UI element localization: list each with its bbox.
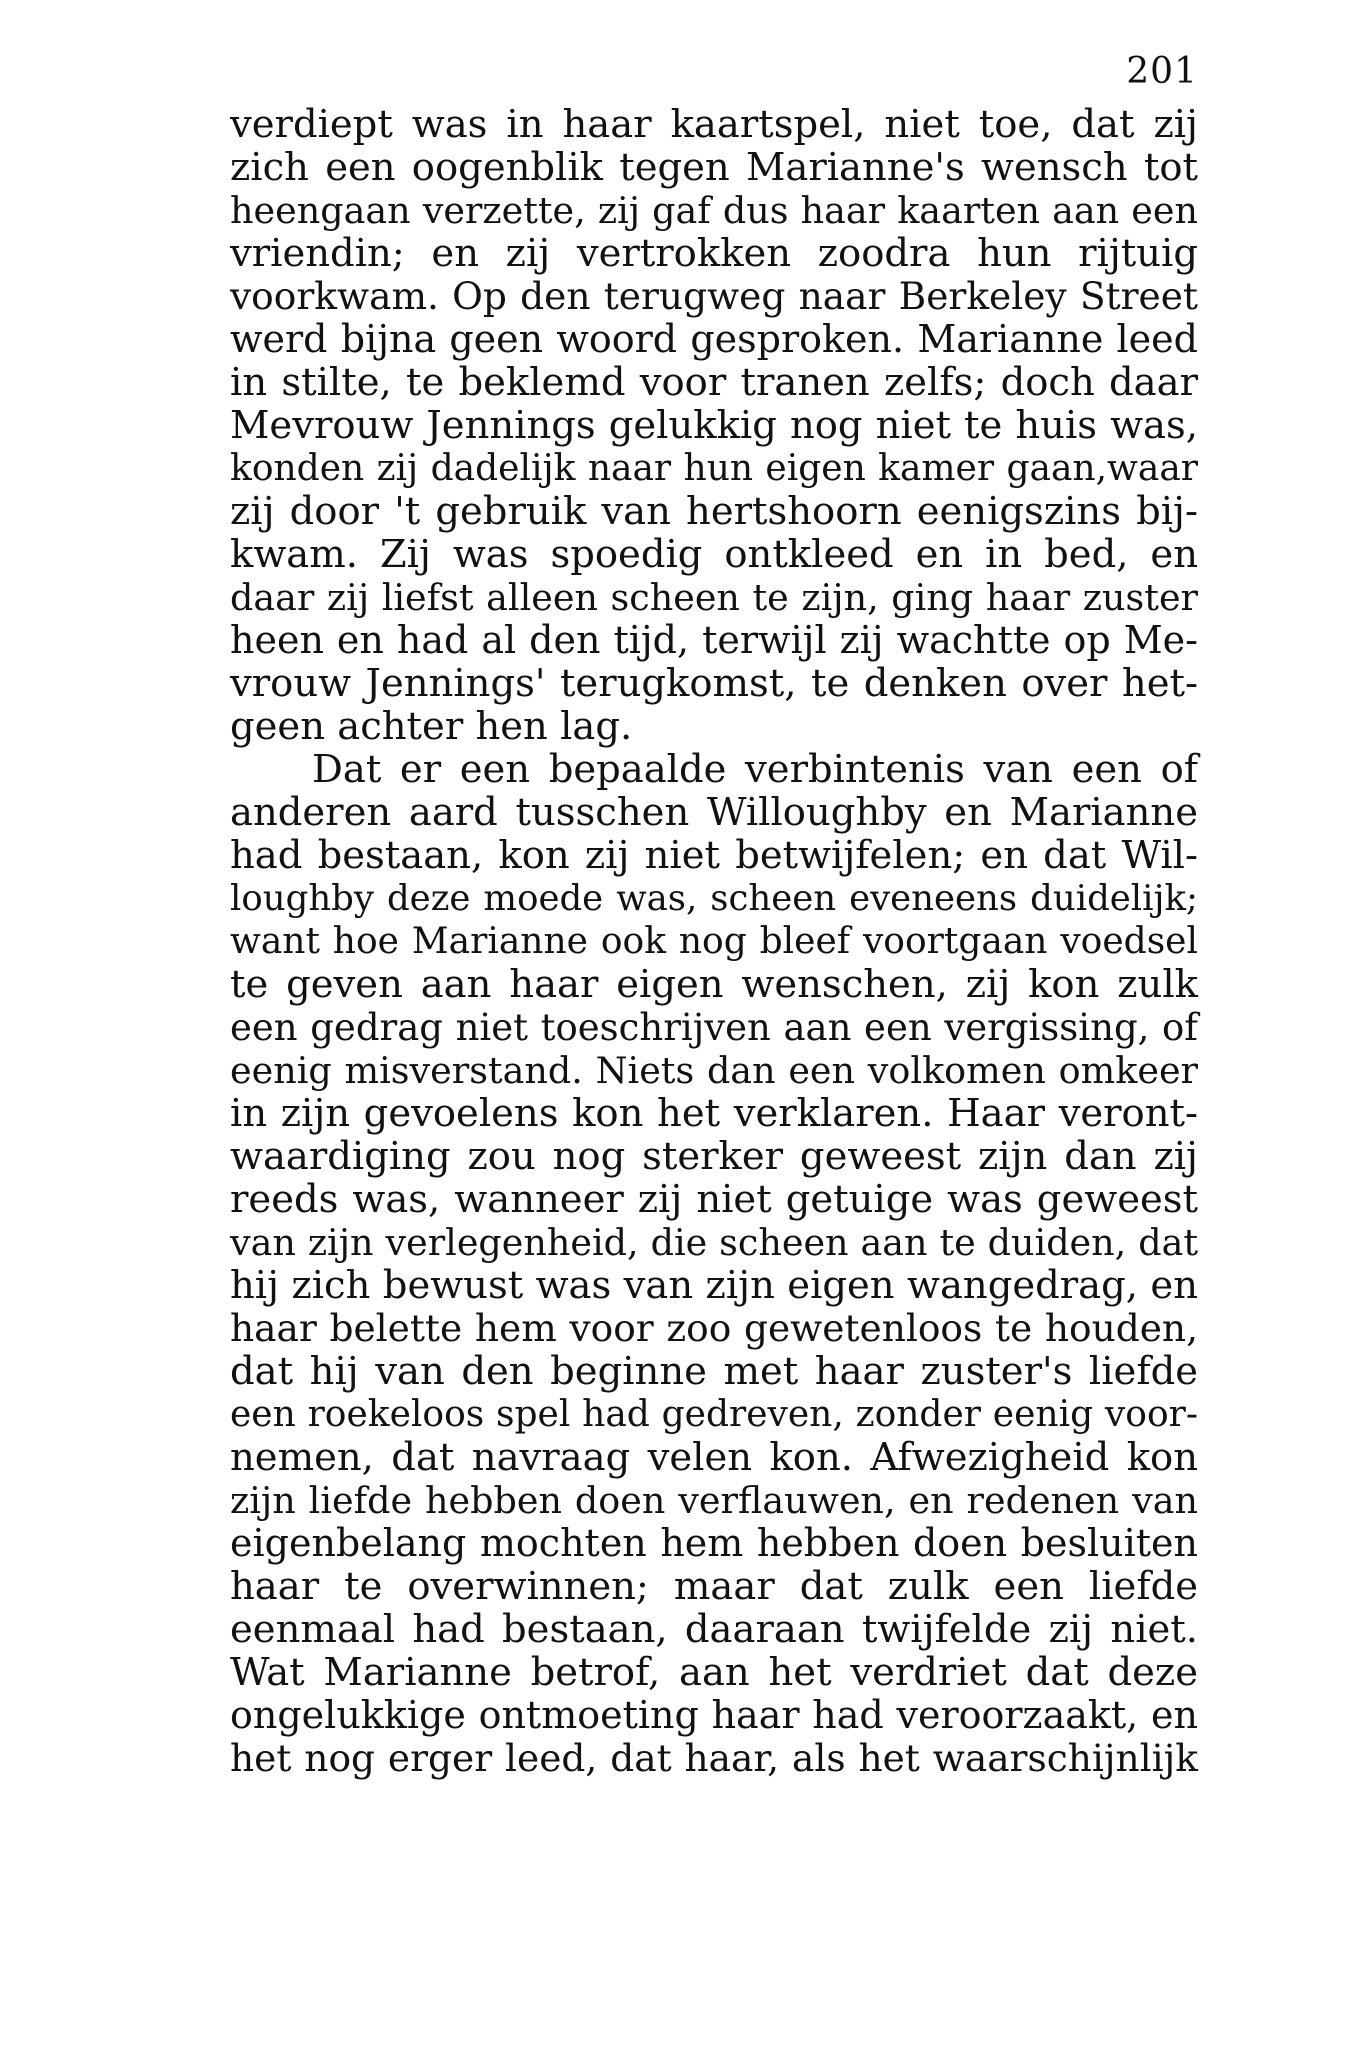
text-line: anderen aard tusschen Willoughby en Marianne xyxy=(230,790,1198,835)
text-line: verdiept was in haar kaartspel, niet toe, dat zij xyxy=(230,102,1198,147)
text-line: haar belette hem voor zoo gewetenloos te houden, xyxy=(230,1306,1198,1350)
text-line: het nog erger leed, dat haar, als het waarschijnlijk xyxy=(230,1736,1198,1780)
text-line: Mevrouw Jennings gelukkig nog niet te huis was, xyxy=(230,403,1198,448)
text-line: loughby deze moede was, scheen eveneens duidelijk; xyxy=(230,878,1198,919)
text-line: werd bijna geen woord gesproken. Marianne leed xyxy=(230,317,1198,361)
text-line: te geven aan haar eigen wenschen, zij kon zulk xyxy=(230,962,1198,1007)
text-line: reeds was, wanneer zij niet getuige was geweest xyxy=(230,1177,1198,1222)
text-line: heengaan verzette, zij gaf dus haar kaarten aan een xyxy=(230,189,1198,232)
text-line: nemen, dat navraag velen kon. Afwezigheid kon xyxy=(230,1435,1198,1480)
text-line: een gedrag niet toeschrijven aan een vergissing, of xyxy=(230,1006,1198,1049)
text-line: een roekeloos spel had gedreven, zonder eenig voor- xyxy=(230,1394,1198,1435)
text-line: konden zij dadelijk naar hun eigen kamer gaan,waar xyxy=(230,448,1198,489)
paragraph-2 xyxy=(230,748,1198,1780)
paragraph-1 xyxy=(230,103,1198,748)
text-line: voorkwam. Op den terugweg naar Berkeley Street xyxy=(230,274,1198,318)
text-line: heen en had al den tijd, terwijl zij wachtte op Me- xyxy=(230,618,1198,662)
text-line: in stilte, te beklemd voor tranen zelfs; doch daar xyxy=(230,360,1198,405)
text-line: geen achter hen lag. xyxy=(230,704,633,749)
body-text xyxy=(230,103,1198,1780)
text-line: zijn liefde hebben doen verflauwen, en redenen van xyxy=(230,1479,1198,1522)
page-number: 201 xyxy=(1126,51,1198,92)
text-line: eigenbelang mochten hem hebben doen besluiten xyxy=(230,1521,1198,1565)
text-line: waardiging zou nog sterker geweest zijn dan zij xyxy=(230,1134,1198,1179)
text-line: kwam. Zij was spoedig ontkleed en in bed, en xyxy=(230,532,1198,577)
text-line: vriendin; en zij vertrokken zoodra hun rijtuig xyxy=(230,231,1198,276)
text-line: zij door 't gebruik van hertshoorn eenigszins bij- xyxy=(230,489,1198,534)
text-line: ongelukkige ontmoeting haar had veroorzaakt, en xyxy=(230,1693,1198,1737)
text-line: vrouw Jennings' terugkomst, te denken over het- xyxy=(230,661,1198,706)
text-line: hij zich bewust was van zijn eigen wangedrag, en xyxy=(230,1263,1198,1308)
text-line: van zijn verlegenheid, die scheen aan te duiden, dat xyxy=(230,1221,1198,1264)
text-line: daar zij liefst alleen scheen te zijn, ging haar zuster xyxy=(230,576,1198,619)
text-line: want hoe Marianne ook nog bleef voortgaan voedsel xyxy=(230,921,1198,962)
text-line: in zijn gevoelens kon het verklaren. Haar veront- xyxy=(230,1091,1198,1136)
text-line: Wat Marianne betrof, aan het verdriet dat deze xyxy=(230,1650,1198,1695)
text-line: zich een oogenblik tegen Marianne's wensch tot xyxy=(230,145,1198,190)
text-line: dat hij van den beginne met haar zuster's liefde xyxy=(230,1349,1198,1394)
text-line: eenmaal had bestaan, daaraan twijfelde zij niet. xyxy=(230,1607,1198,1652)
text-line: haar te overwinnen; maar dat zulk een liefde xyxy=(230,1564,1198,1609)
text-line: had bestaan, kon zij niet betwijfelen; en dat Wil- xyxy=(230,833,1198,878)
text-line: Dat er een bepaalde verbintenis van een of xyxy=(312,747,1198,792)
text-line: eenig misverstand. Niets dan een volkomen omkeer xyxy=(230,1049,1198,1092)
